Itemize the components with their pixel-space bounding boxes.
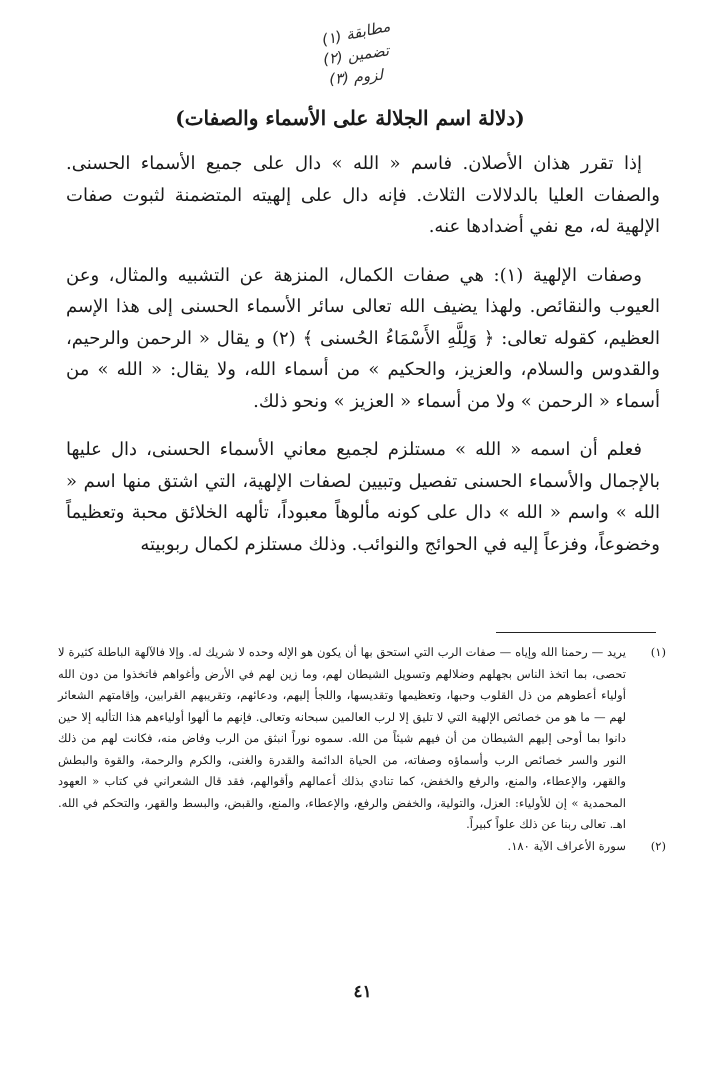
footnote-text: يريد — رحمنا الله وإياه — صفات الرب التي استحق بها أن يكون هو الإله وحده لا شريك له. وإلا فالآلهة الباطلة كثيرة لا تحصى، بما اتخذ الناس بجهلهم وضلالهم وتسويل الشيطان لهم، وما زين لهم في الأرض وأغواهم فاتخذوا من دون الله أولياء أعطوهم من ذل القلوب وحبها، وتعظيمها وتقديسها، واللجأ إليهم، ودعائهم، وتقريبهم القرابين، وإقامتهم الشعائر لهم — ما هو من خصائص الإلهية التي لا تليق إلا لرب العالمين سبحانه وتعالى. فإنهم ما ألهوا أولياءهم هذا التأليه إلا حين دانوا بما أوحى إليهم الشيطان من أن فيهم شيئاً من الله. سموه نوراً انبثق من الرب وفاض منه، فكانت لهم من ذلك النور والسر خصائص الرب وأسماؤه وصفاته، من الحياة الدائمة والقدرة والغنى، والكرم والرحمة، والقوة والبطش والقهر، والإعطاء، والمنع، والرفع والخفض، كما تنادي بذلك أعمالهم وأقوالهم، فقد قال الشعراني في كتاب « العهود المحمدية » إن للأولياء: العزل، والتولية، والخفض والرفع، والإعطاء، والمنع، والقبض، والبسط والقهر، والتحكم في الله. اهـ. تعالى ربنا عن ذلك علواً كبيراً. <box>58 645 626 831</box>
body-text <box>66 148 660 577</box>
annotation-line: مطابقة (١) <box>320 16 392 50</box>
handwritten-annotation <box>312 16 400 112</box>
paragraph: وصفات الإلهية (١): هي صفات الكمال، المنزهة عن التشبيه والمثال، وعن العيوب والنقائص. ولهذا يضيف الله تعالى سائر الأسماء الحسنى إلى هذا الإسم العظيم، كقوله تعالى: ﴿ وَلِلَّهِ الأَسْمَاءُ الحُسنى ﴾ (٢) و يقال « الرحمن والرحيم، والقدوس والسلام، والعزيز، والحكيم » من أسماء الله، ولا يقال: « الله » من أسماء « الرحمن » ولا من أسماء « العزيز » ونحو ذلك. <box>66 264 660 412</box>
paragraph: فعلم أن اسمه « الله » مستلزم لجميع معاني الأسماء الحسنى، دال عليها بالإجمال والأسماء الحسنى تفصيل وتبيين لصفات الإلهية، التي اشتق منها اسم « الله » واسم « الله » دال على كونه مألوهاً معبوداً، تألهه الخلائق محبة وتعظيماً وخضوعاً، وفزعاً إليه في الحوائج والنوائب. وذلك مستلزم لكمال ربوبيته <box>66 439 660 555</box>
footnote-text: سورة الأعراف الآية ١٨٠. <box>507 838 626 853</box>
footnote <box>58 642 666 836</box>
footnote-number: (١) <box>650 645 666 659</box>
paragraph: إذا تقرر هذان الأصلان. فاسم « الله » دال على جميع الأسماء الحسنى. والصفات العليا بالدلالات الثلاث. فإنه دال على إلهيته المتضمنة لثبوت صفات الإلهية له، مع نفي أضدادها عنه. <box>66 153 660 237</box>
footnote-number: (٢) <box>650 838 666 853</box>
footnote <box>58 836 666 858</box>
annotation-line: لزوم (٣) <box>328 65 384 89</box>
footnotes <box>58 642 666 857</box>
section-heading: (دلالة اسم الجلالة على الأسماء والصفات) <box>175 106 525 130</box>
footnote-divider <box>496 632 656 633</box>
page-number: ٤١ <box>353 982 372 1002</box>
annotation-line: تضمين (٢) <box>321 41 391 69</box>
